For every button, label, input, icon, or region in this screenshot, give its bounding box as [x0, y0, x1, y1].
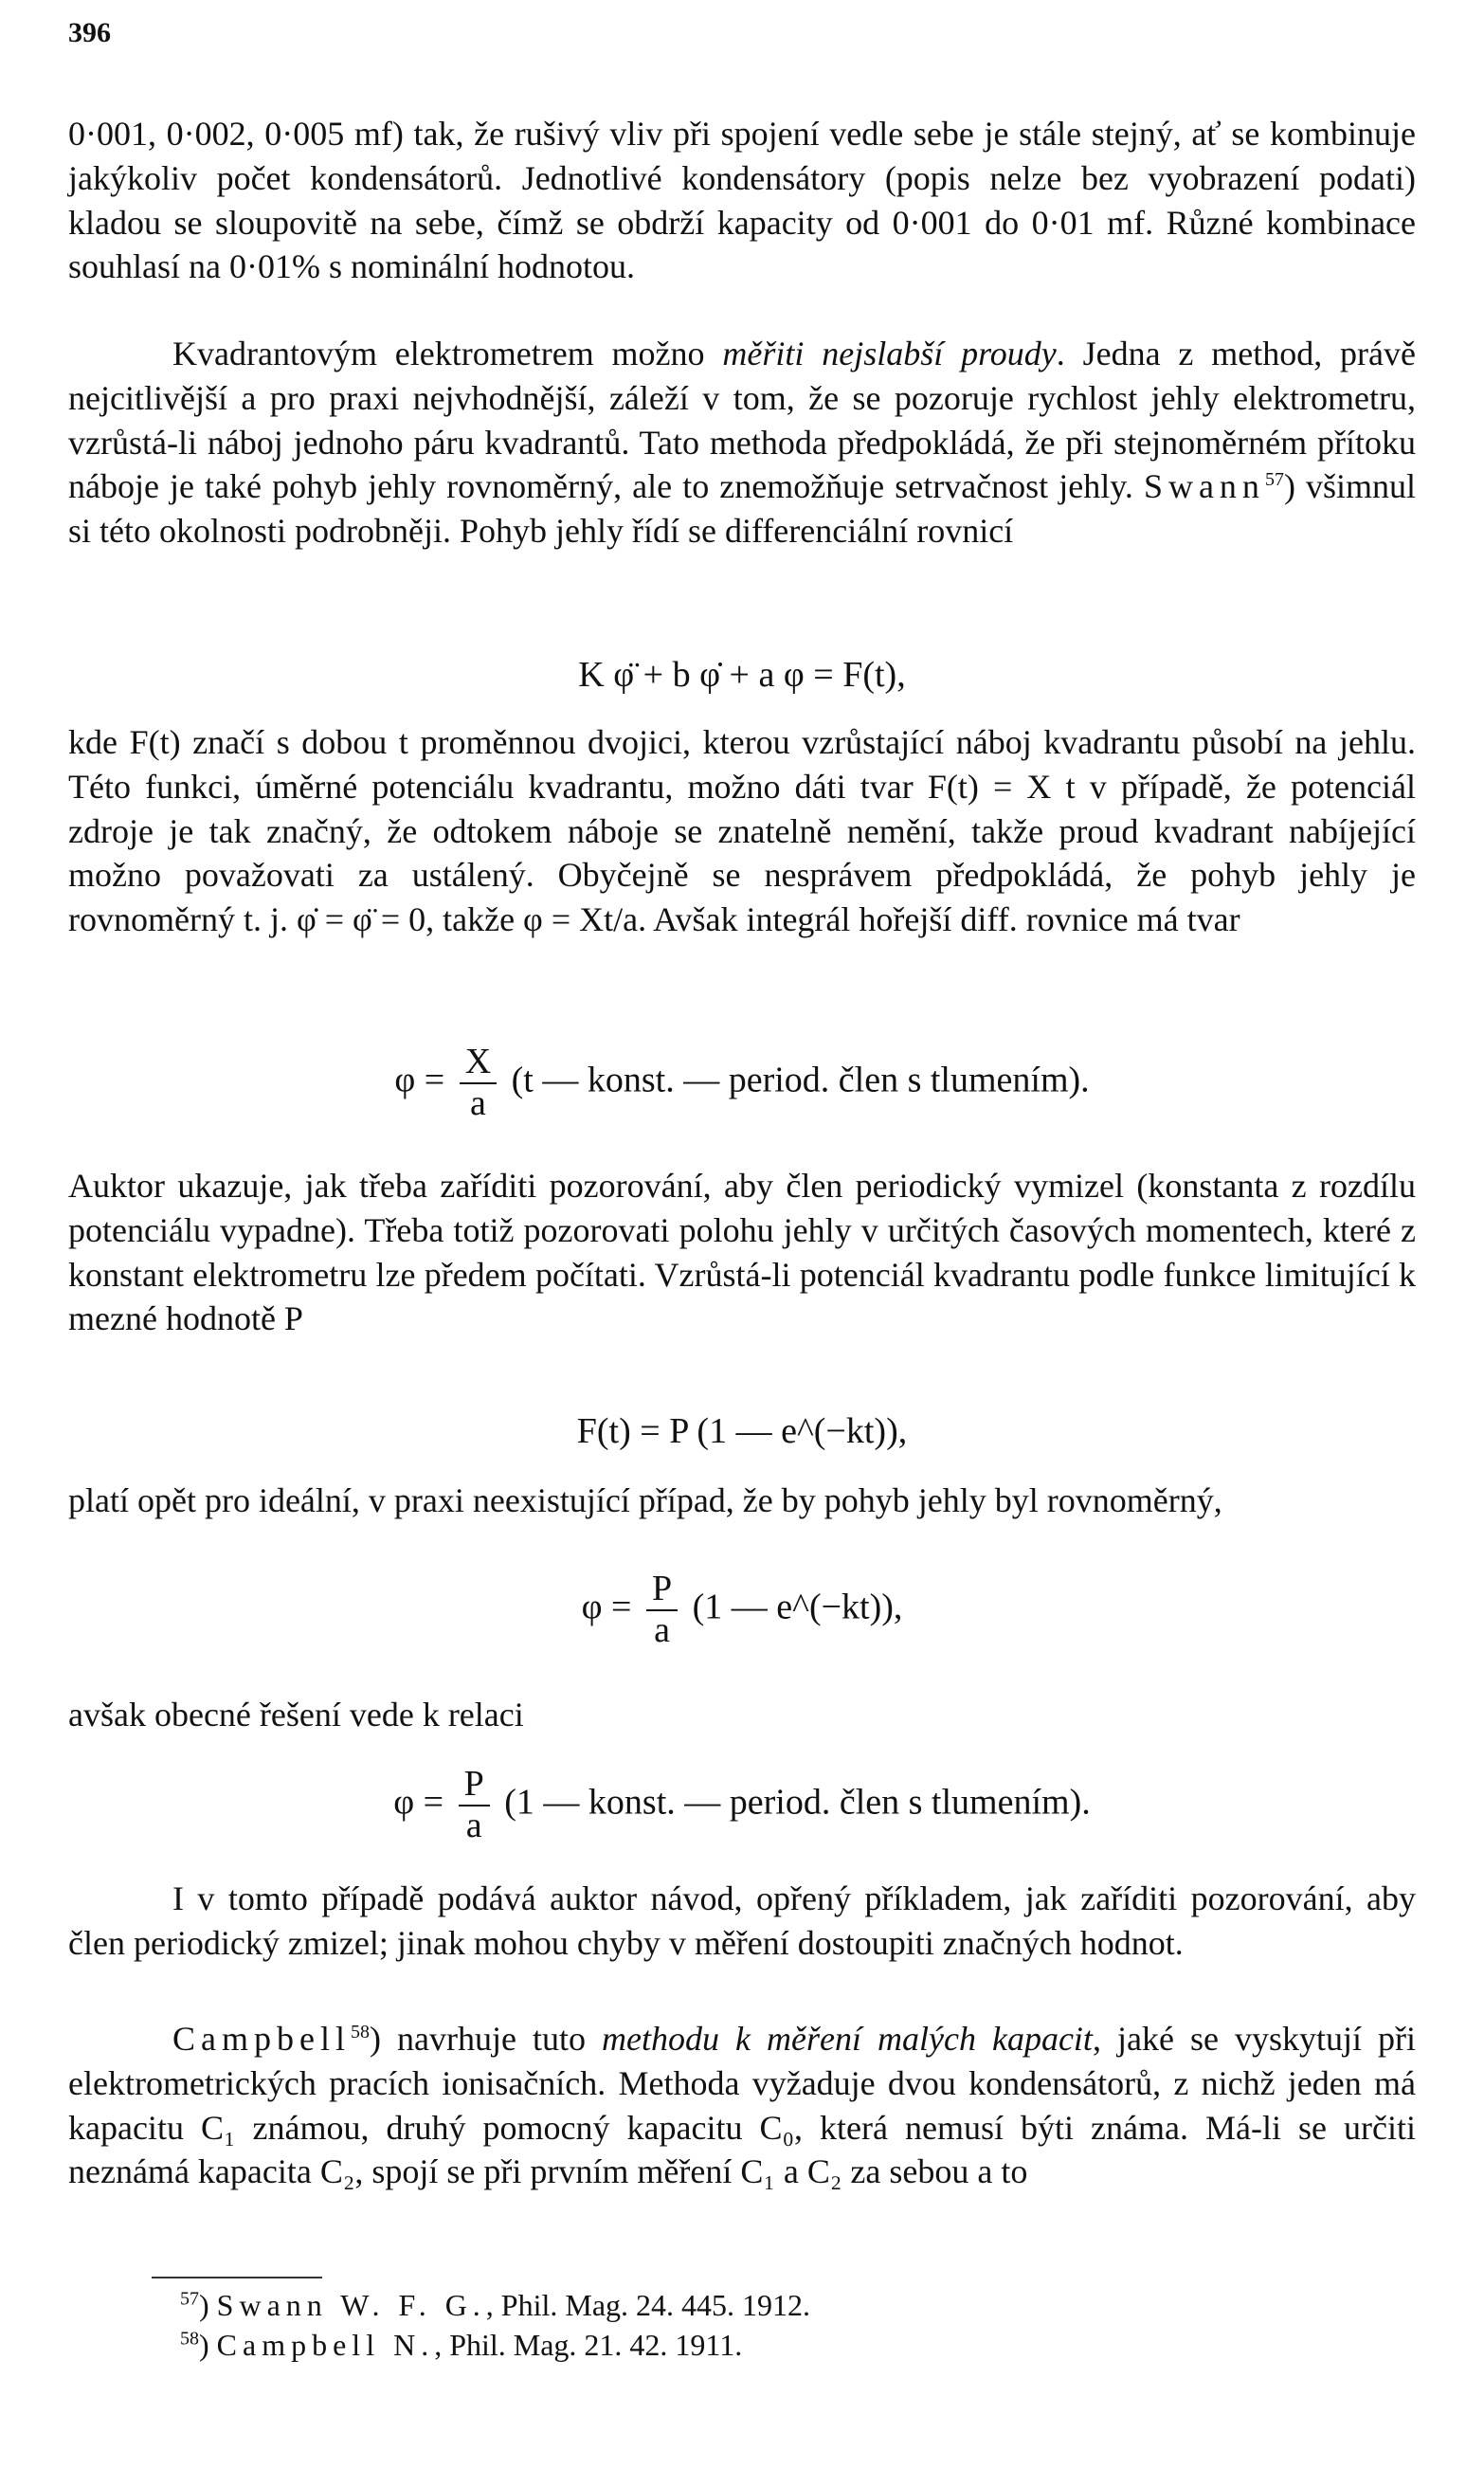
- para2-emphasis: měřiti nejslabší proudy: [722, 335, 1057, 372]
- eq2-rhs: (t — konst. — period. člen s tlumením).: [511, 1060, 1090, 1100]
- eq5-denominator: a: [465, 1805, 482, 1845]
- eq4-rhs: (1 — e^(−kt)),: [692, 1587, 903, 1627]
- para2-text-a: Kvadrantovým elektrometrem možno: [172, 335, 723, 372]
- footnote-citation: , Phil. Mag. 24. 445. 1912.: [485, 2288, 811, 2322]
- equation-integral: [68, 1043, 1416, 1124]
- eq5-fraction: [459, 1765, 490, 1846]
- footnote-ref-57: 57: [1264, 469, 1284, 491]
- footnote-divider: [152, 2277, 322, 2278]
- eq5-rhs: (1 — konst. — period. člen s tlumením).: [504, 1782, 1091, 1823]
- equation-differential: K φ̈ + b φ̇ + a φ = F(t),: [578, 655, 906, 695]
- eq2-lhs: φ =: [394, 1060, 445, 1100]
- paragraph-capacitor-combinations: [68, 112, 1416, 289]
- eq5-lhs: φ =: [393, 1782, 444, 1823]
- footnotes: [180, 2286, 1412, 2365]
- footnote-citation: , Phil. Mag. 21. 42. 1911.: [434, 2327, 743, 2362]
- footnote-author: Swann W. F. G.: [216, 2288, 486, 2322]
- equation-limit-function: F(t) = P (1 — e^(−kt)),: [576, 1411, 908, 1451]
- paragraph-3: kde F(t) značí s dobou t proměnnou dvojici, kterou vzrůstající náboj kvadrantu působí na jehlu. Této funkci, úměrné potenciálu kvadrantu, možno dáti tvar F(t) = X t v případě, že potenciál zdroje je tak značný, že odtokem náboje se znatelně nemění, takže proud kvadrant nabíjející možno považovati za ustálený. Obyčejně se nesprávem předpokládá, že pohyb jehly je rovnoměrný t. j. φ̇ = φ̈ = 0, takže φ = Xt/a. Avšak integrál hořejší diff. rovnice má tvar: [68, 723, 1416, 939]
- footnote-author: Campbell N.: [216, 2327, 435, 2362]
- equation-ideal-solution: [68, 1570, 1416, 1651]
- footnote-57: $^{57}$) Swann W. F. G., Phil. Mag. 24. 445. 1912.: [180, 2288, 811, 2322]
- paragraph-general-solution: [68, 1693, 1416, 1737]
- eq4-lhs: φ =: [581, 1587, 632, 1627]
- eq5-numerator: P: [459, 1765, 490, 1806]
- paragraph-observation-method: [68, 1164, 1416, 1341]
- para8-text-b: , jaké se vyskytují při elektrometrických pracích ionisačních. Methoda vyžaduje dvou kondensátorů, z nichž jeden má kapacitu C₁ známou, druhý pomocný kapacitu C₀, která nemusí býti známa. Má-li se určiti neznámá kapacita C₂, spojí se při prvním měření C₁ a C₂ za sebou a to: [68, 2020, 1417, 2191]
- paragraph-function-definition: [68, 720, 1416, 942]
- paragraph-5: platí opět pro ideální, v praxi neexistující případ, že by pohyb jehly byl rovnoměrný,: [68, 1481, 1222, 1519]
- eq2-denominator: a: [469, 1082, 486, 1123]
- footnote-number: 57: [180, 2288, 199, 2310]
- para8-emphasis: methodu k měření malých kapacit: [602, 2020, 1093, 2058]
- paragraph-2: [68, 332, 1416, 554]
- eq4-numerator: P: [646, 1570, 678, 1611]
- para2-text-c: ) všimnul si této okolnosti podrobněji. Pohyb jehly řídí se differenciální rovnicí: [68, 467, 1416, 551]
- para2-text-b: . Jedna z method, právě nejcitlivější a pro praxi nejvhodnější, záleží v tom, že se pozoruje rychlost jehly elektrometru, vzrůstá-li náboj jednoho páru kvadrantů. Tato methoda předpokládá, že při stejnoměrném přítoku náboje je také pohyb jehly rovnoměrný, ale to znemožňuje setrvačnost jehly.: [68, 335, 1417, 506]
- equation-general-solution: [68, 1765, 1416, 1846]
- paragraph-instructions: [68, 1877, 1416, 1966]
- paragraph-4: Auktor ukazuje, jak třeba zaříditi pozorování, aby člen periodický vymizel (konstanta z rozdílu potenciálu vypadne). Třeba totiž pozorovati polohu jehly v určitých časových momentech, které z konstant elektrometru lze předem počítati. Vzrůstá-li potenciál kvadrantu podle funkce limitující k mezné hodnotě P: [68, 1167, 1416, 1338]
- eq4-fraction: [646, 1570, 678, 1651]
- eq2-fraction: [460, 1043, 497, 1124]
- footnote-number: 58: [180, 2327, 199, 2349]
- footnote-ref-58: 58: [350, 2022, 370, 2042]
- author-swann: Swann: [1143, 467, 1265, 506]
- paragraph-7: I v tomto případě podává auktor návod, opřený příkladem, jak zaříditi pozorování, aby člen periodický zmizel; jinak mohou chyby v měření dostoupiti značných hodnot.: [68, 1879, 1416, 1962]
- paragraph-1: 0·001, 0·002, 0·005 mf) tak, že rušivý vliv při spojení vedle sebe je stále stejný, ať se kombinuje jakýkoliv počet kondensátorů. Jednotlivé kondensátory (popis nelze bez vyobrazení podati) kladou se sloupovitě na sebe, čímž se obdrží kapacity od 0·001 do 0·01 mf. Různé kombinace souhlasí na 0·01% s nominální hodnotou.: [68, 115, 1416, 286]
- paragraph-quadrant-electrometer: [68, 332, 1416, 554]
- page-number: 396: [68, 17, 111, 48]
- eq4-denominator: a: [654, 1609, 670, 1650]
- para8-text-a: ) navrhuje tuto: [369, 2020, 602, 2058]
- paragraph-8: [68, 2017, 1416, 2194]
- footnote-58: $^{58}$) Campbell N., Phil. Mag. 21. 42. 1911.: [180, 2327, 743, 2362]
- author-campbell: Campbell: [172, 2020, 351, 2058]
- paragraph-ideal-case: [68, 1479, 1416, 1523]
- eq2-numerator: X: [460, 1043, 497, 1084]
- paragraph-6: avšak obecné řešení vede k relaci: [68, 1696, 524, 1734]
- paragraph-campbell-method: [68, 2017, 1416, 2194]
